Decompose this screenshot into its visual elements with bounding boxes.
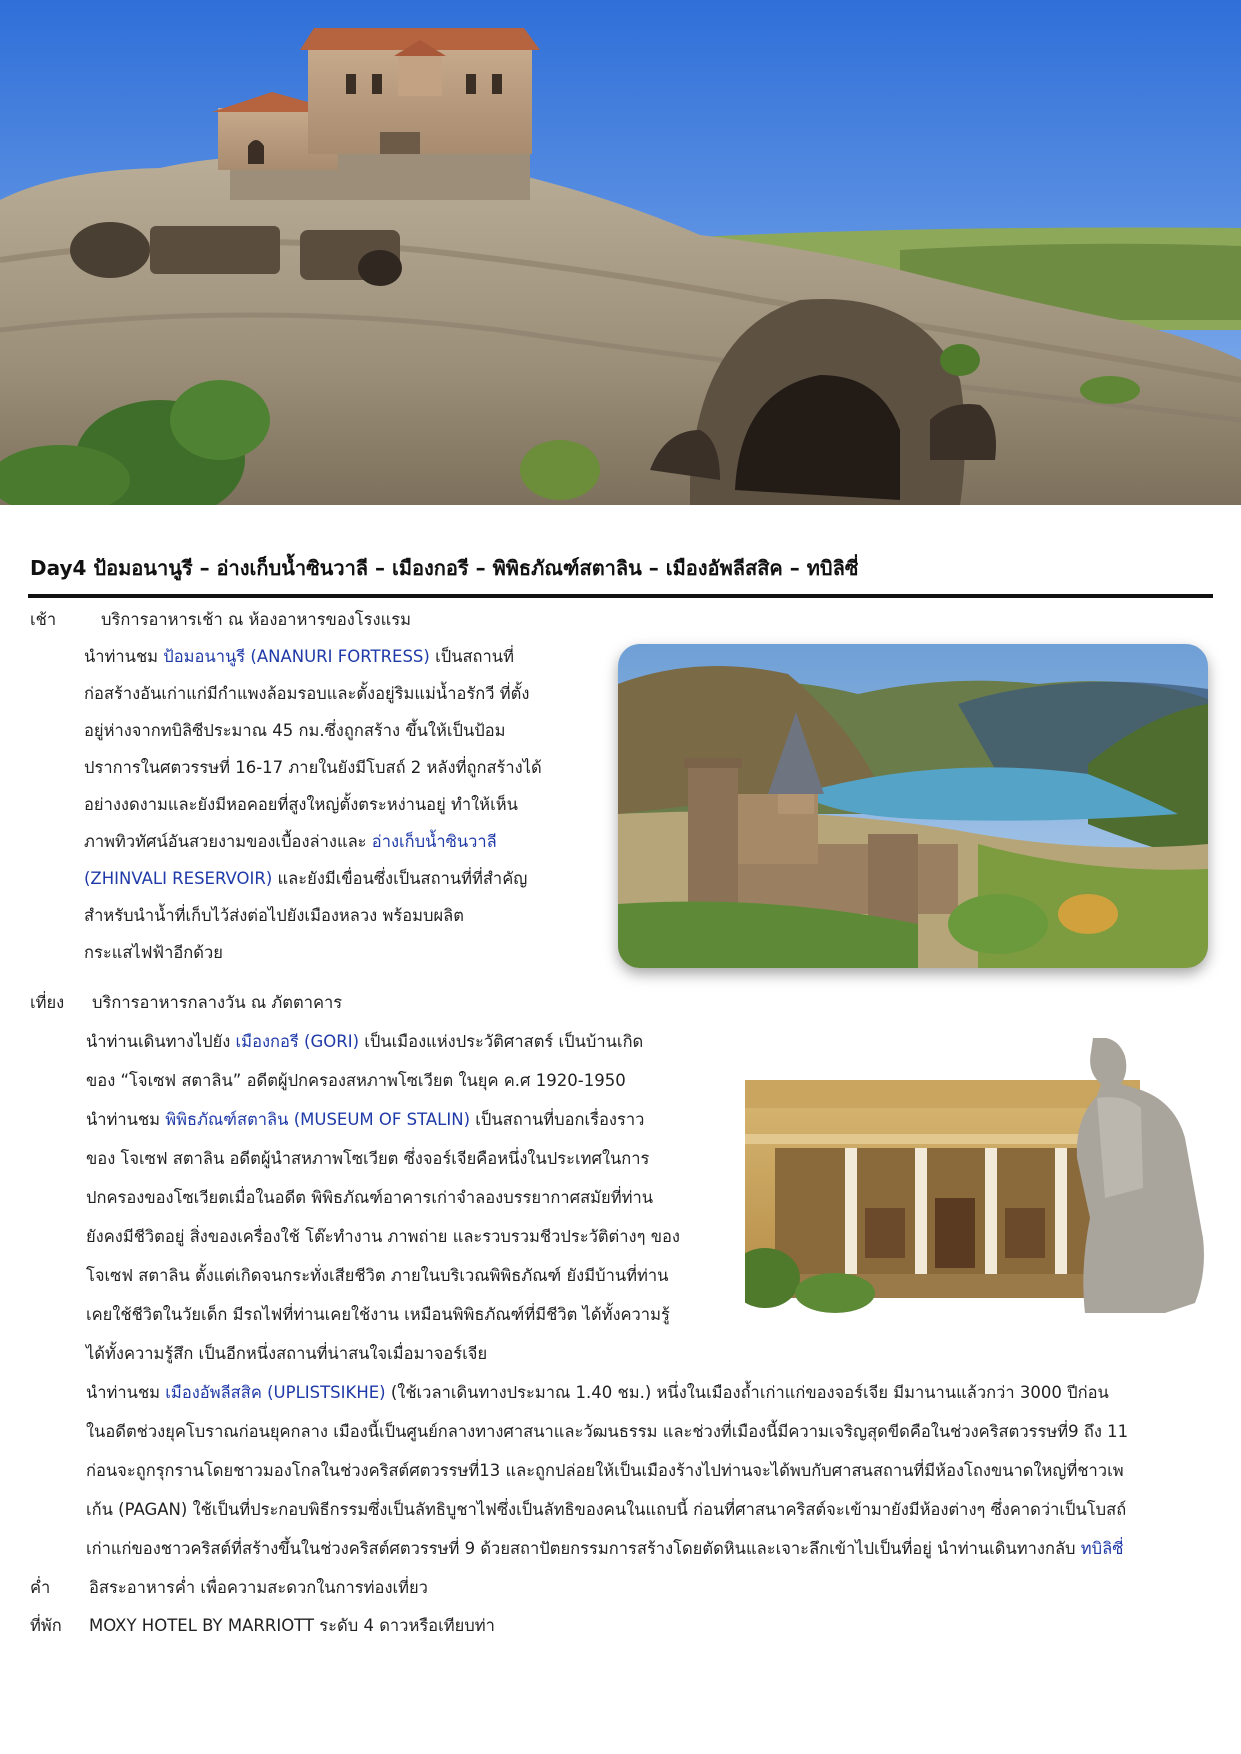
ananuri-fortress-highlight: ป้อมอนานูรี (ANANURI FORTRESS) <box>163 647 430 666</box>
uplistsikhe-line-5: เก่าแก่ของชาวคริสต์ที่สร้างขึ้นในช่วงคริสต์ศตวรรษที่ 9 ด้วยสถาปัตยกรรมการสร้างโดยตัดหินและเจาะลึกเข้าไปเป็นที่อยู่ นำท่านเดินทางกลับ ทบิลิซี่ <box>86 1539 1124 1558</box>
museum-line-2: ของ โจเซฟ สตาลิน อดีตผู้นำสหภาพโซเวียต ซึ่งจอร์เจียคือหนึ่งในประเทศในการ <box>86 1149 650 1168</box>
ananuri-line-9: กระแสไฟฟ้าอีกด้วย <box>84 943 223 962</box>
gori-highlight: เมืองกอรี (GORI) <box>235 1032 360 1051</box>
museum-line-1: นำท่านชม พิพิธภัณฑ์สตาลิน (MUSEUM OF STALIN) เป็นสถานที่บอกเรื่องราว <box>86 1110 645 1129</box>
hero-photo-uplistsikhe <box>0 0 1241 505</box>
ananuri-line-7: (ZHINVALI RESERVOIR) และยังมีเขื่อนซึ่งเป็นสถานที่ที่สำคัญ <box>84 869 528 888</box>
meal-label-breakfast: เช้า <box>30 610 57 629</box>
meal-label-lunch: เที่ยง <box>30 993 65 1012</box>
uplistsikhe-line-4: เก้น (PAGAN) ใช้เป็นที่ประกอบพิธีกรรมซึ่งเป็นลัทธิบูชาไฟซึ่งเป็นลัทธิของคนในแถบนี้ ก่อนที่ศาสนาคริสต์จะเข้ามายังมีห้องต่างๆ ซึ่งคาดว่าเป็นโบสถ์ <box>86 1500 1127 1519</box>
zhinvali-highlight-en: (ZHINVALI RESERVOIR) <box>84 869 273 888</box>
ananuri-fortress-photo <box>618 644 1208 968</box>
gori-line-2: ของ “โจเซฟ สตาลิน” อดีตผู้ปกครองสหภาพโซเวียต ในยุค ค.ศ 1920-1950 <box>86 1071 626 1090</box>
gori-line-1: นำท่านเดินทางไปยัง เมืองกอรี (GORI) เป็นเมืองแห่งประวัติศาสตร์ เป็นบ้านเกิด <box>86 1032 644 1051</box>
ananuri-line-5: อย่างงดงามและยังมีหอคอยที่สูงใหญ่ตั้งตระหง่านอยู่ ทำให้เห็น <box>84 795 518 814</box>
dinner-text: อิสระอาหารค่ำ เพื่อความสะดวกในการท่องเที่ยว <box>89 1578 428 1597</box>
day-heading: Day4 ป้อมอนานูรี – อ่างเก็บน้ำซินวาลี – เมืองกอรี – พิพิธภัณฑ์สตาลิน – เมืองอัพลีสสิค – ทบิลิซี่ <box>30 556 859 580</box>
heading-divider <box>28 594 1213 598</box>
uplistsikhe-line-2: ในอดีตช่วงยุคโบราณก่อนยุคกลาง เมืองนี้เป็นศูนย์กลางทางศาสนาและวัฒนธรรม และช่วงที่เมืองนี้มีความเจริญสุดขีดคือในช่วงคริสตวรรษที่9 ถึง 11 <box>86 1422 1129 1441</box>
museum-line-4: ยังคงมีชีวิตอยู่ สิ่งของเครื่องใช้ โต๊ะทำงาน ภาพถ่าย และรวบรวมชีวประวัติต่างๆ ของ <box>86 1227 680 1246</box>
breakfast-text: บริการอาหารเช้า ณ ห้องอาหารของโรงแรม <box>101 610 411 629</box>
ananuri-line-3: อยู่ห่างจากทบิลิซีประมาณ 45 กม.ซึ่งถูกสร้าง ขึ้นให้เป็นป้อม <box>84 721 506 740</box>
hotel-text: MOXY HOTEL BY MARRIOTT ระดับ 4 ดาวหรือเทียบท่า <box>89 1616 495 1635</box>
uplistsikhe-line-1: นำท่านชม เมืองอัพลีสสิค (UPLISTSIKHE) (ใช้เวลาเดินทางประมาณ 1.40 ชม.) หนึ่งในเมืองถ้ำเก่าแก่ของจอร์เจีย มีมานานแล้วกว่า 3000 ปีก่อน <box>86 1383 1109 1402</box>
uplistsikhe-line-3: ก่อนจะถูกรุกรานโดยชาวมองโกลในช่วงคริสต์ศตวรรษที่13 และถูกปล่อยให้เป็นเมืองร้างไปท่านจะได้พบกับศาสนสถานที่มีห้องโถงขนาดใหญ่ที่ชาวเพ <box>86 1461 1124 1480</box>
stalin-museum-photo <box>745 1038 1213 1313</box>
tbilisi-highlight: ทบิลิซี่ <box>1080 1539 1124 1558</box>
ananuri-line-4: ปราการในศตวรรษที่ 16-17 ภายในยังมีโบสถ์ 2 หลังที่ถูกสร้างได้ <box>84 758 542 777</box>
ananuri-line-6: ภาพทิวทัศน์อันสวยงามของเบื้องล่างและ อ่างเก็บน้ำซินวาลี <box>84 832 497 851</box>
meal-label-dinner: ค่ำ <box>30 1578 51 1597</box>
ananuri-line-1: นำท่านชม ป้อมอนานูรี (ANANURI FORTRESS) เป็นสถานที่ <box>84 647 514 666</box>
ananuri-line-8: สำหรับนำน้ำที่เก็บไว้ส่งต่อไปยังเมืองหลวง พร้อมบผลิต <box>84 906 464 925</box>
ananuri-line-2: ก่อสร้างอันเก่าแก่มีกำแพงล้อมรอบและตั้งอยู่ริมแม่น้ำอรักวี ที่ตั้ง <box>84 684 530 703</box>
accommodation-label: ที่พัก <box>30 1616 62 1635</box>
museum-line-3: ปกครองของโซเวียตเมื่อในอดีต พิพิธภัณฑ์อาคารเก่าจำลองบรรยากาศสมัยที่ท่าน <box>86 1188 653 1207</box>
stalin-museum-highlight: พิพิธภัณฑ์สตาลิน (MUSEUM OF STALIN) <box>165 1110 471 1129</box>
museum-line-7: ได้ทั้งความรู้สึก เป็นอีกหนึ่งสถานที่น่าสนใจเมื่อมาจอร์เจีย <box>86 1344 488 1363</box>
uplistsikhe-highlight: เมืองอัพลีสสิค (UPLISTSIKHE) <box>165 1383 386 1402</box>
lunch-text: บริการอาหารกลางวัน ณ ภัตตาคาร <box>92 993 343 1012</box>
museum-line-5: โจเซฟ สตาลิน ตั้งแต่เกิดจนกระทั่งเสียชีวิต ภายในบริเวณพิพิธภัณฑ์ ยังมีบ้านที่ท่าน <box>86 1266 669 1285</box>
museum-line-6: เคยใช้ชีวิตในวัยเด็ก มีรถไฟที่ท่านเคยใช้งาน เหมือนพิพิธภัณฑ์ที่มีชีวิต ได้ทั้งความรู้ <box>86 1305 670 1324</box>
zhinvali-highlight-th: อ่างเก็บน้ำซินวาลี <box>371 832 497 851</box>
